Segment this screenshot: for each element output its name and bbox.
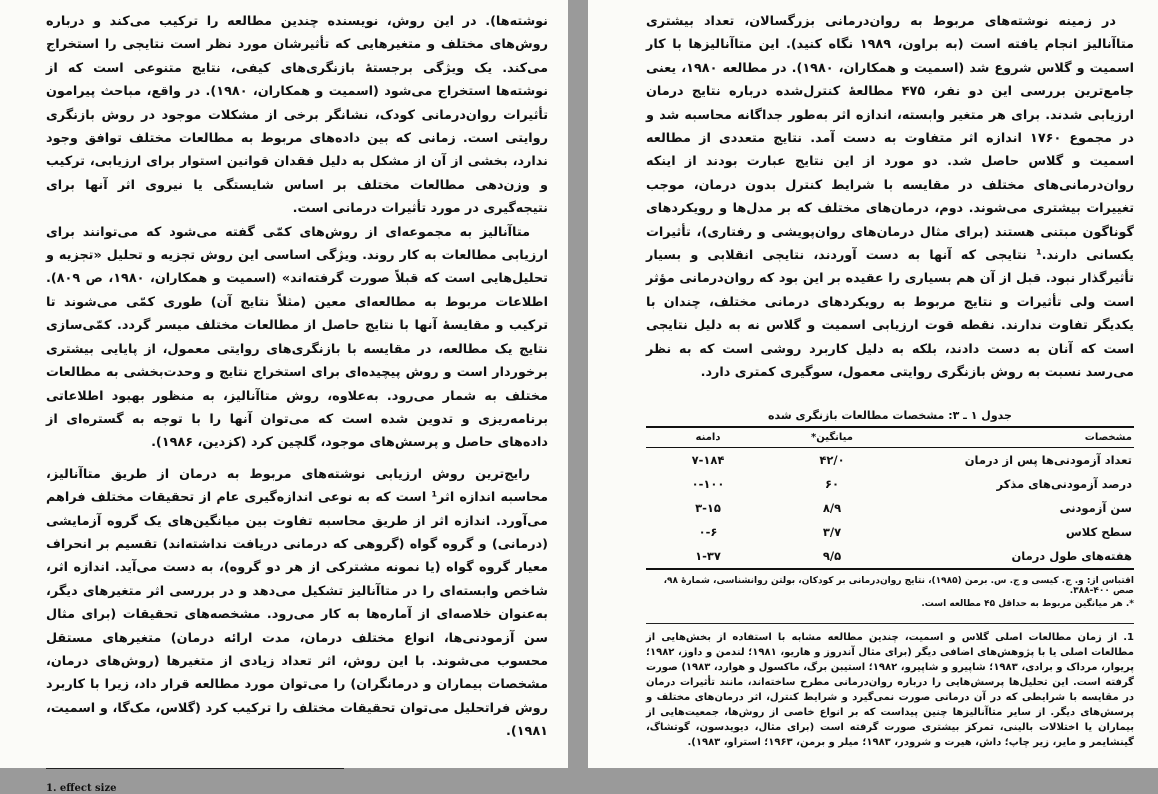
row-label: هفته‌های طول درمان [894, 544, 1134, 569]
row-label: سطح کلاس [1065, 524, 1132, 539]
table-row [646, 496, 1134, 520]
table-row [646, 544, 1134, 569]
right-paragraph: در زمینه نوشته‌های مربوط به روان‌درمانی بزرگسالان، تعداد بیشتری متاآنالیز انجام یافته است (به براون، ۱۹۸۹ نگاه کنید). این متاآنالیزها با کار اسمیت و گلاس شروع شد (اسمیت و همکاران، ۱۹۸۰). در مطالعه ۱۹۸۰، یعنی جامع‌ترین بررسی این دو نفر، ۴۷۵ مطالعهٔ کنترل‌شده درباره نتایج درمان ارزیابی شدند. برای هر متغیر وابسته، اندازه اثر به‌طور جداگانه محاسبه شد و در مجموع ۱۷۶۰ اندازه اثر متفاوت به دست آمد. نتایج متعددی از مطالعه اسمیت و گلاس حاصل شد. دو مورد از این نتایج عبارت بودند از اینکه روان‌درمانی‌های مختلف در مقایسه با شرایط کنترل بدون درمان، موجب تغییرات بیشتری می‌شوند. دوم، درمان‌های مختلف که بر مدل‌ها و رویکردهای گوناگون مبتنی هستند (برای مثال درمان‌های روان‌پویشی و رفتاری)، تأثیرات یکسانی دارند.¹ نتایجی که آنها به دست آوردند، نتایجی انقلابی و بسیار تأثیرگذار نبود. قبل از آن هم بسیاری را عقیده بر این بود که روان‌درمانی مؤثر است ولی تأثیرات و نتایج مربوط به رویکردهای درمانی مختلف، چندان با یکدیگر تفاوت ندارند. نقطه قوت ارزیابی اسمیت و گلاس نه به دلیل نتایجی است که آنان به دست دادند، بلکه به دلیل کاربرد روشی است که به نظر می‌رسد نسبت به روش بازنگری روایتی معمول، سوگیری کمتری دارد. [646, 14, 1135, 381]
left-paragraph-1: نوشته‌ها). در این روش، نویسنده چندین مطالعه را ترکیب می‌کند و درباره روش‌های مختلف و متغیرهایی که تأثیرشان مورد نظر است نتایجی را استخراج می‌کند. یک ویژگی برجستهٔ بازنگری‌های کیفی، نتایج متنوعی است که از نوشته‌ها استخراج می‌شود (اسمیت و همکاران، ۱۹۸۰). در واقع، مباحث پیرامون تأثیرات روان‌درمانی کودک، نشانگر برخی از مشکلات موجود در روش بازنگری روایتی است. زمانی که بین داده‌های مربوط به مطالعات مختلف توافق وجود ندارد، بخشی از آن از مشکل به دلیل فقدان قوانین استوار برای ارزیابی، ترکیب و وزن‌دهی مطالعات مختلف بر اساس شایستگی یا نیروی اثر آنها برای نتیجه‌گیری در مورد تأثیرات درمانی است. [46, 14, 548, 217]
row-label: درصد آزمودنی‌های مذکر [996, 476, 1132, 491]
row-mean: ۹/۵ [770, 544, 894, 569]
row-mean: ۴۲/۰ [819, 452, 845, 467]
table-row [646, 447, 1134, 472]
row-range: ۷-۱۸۴ [691, 452, 725, 467]
row-range: ۳-۱۵ [695, 500, 721, 515]
row-range: ۱-۳۷ [646, 544, 770, 569]
table-row [646, 472, 1134, 496]
table-caption: جدول ۱ ـ ۳: مشخصات مطالعات بازنگری شده [768, 408, 1012, 422]
left-paragraph-3: رایج‌ترین روش ارزیابی نوشته‌های مربوط به درمان از طریق متاآنالیز، محاسبه اندازه اثر¹ است که به نوعی اندازه‌گیری عام از تحقیقات مختلف فراهم می‌آورد. اندازه اثر از طریق محاسبه تفاوت بین میانگین‌های یک گروه آزمایشی (درمانی) و گروه گواه (گروهی که درمانی دریافت نداشته‌اند) تقسیم بر انحراف معیار گروه گواه (یا نمونه مشترکی از هر دو گروه)، به دست می‌آید. اندازه اثر، شاخص وابسته‌ای را در متاآنالیز تشکیل می‌دهد و در بررسی اثر متغیرهای دیگر، به‌عنوان خلاصه‌ای از آماره‌ها به کار می‌رود. مشخصه‌های تحقیقات (برای مثال سن آزمودنی‌ها، انواع مختلف درمان، مدت ارائه درمان) متغیرهای مستقل محسوب می‌شوند. با این روش، اثر تعداد زیادی از متغیرها (روش‌های درمان، مشخصات بیماران و درمانگران) را می‌توان مورد مطالعه قرار داد، زیرا با کاربرد روش فراتحلیل می‌توان تحقیقات مختلف را ترکیب کرد (گلاس، مک‌گا، و اسمیت، ۱۹۸۱). [46, 466, 548, 740]
table-note: *. هر میانگین مربوط به حداقل ۴۵ مطالعه است. [921, 598, 1134, 609]
header-characteristics: مشخصات [894, 427, 1134, 448]
header-range: دامنه [646, 427, 770, 448]
left-page [0, 0, 568, 794]
row-mean: ۶۰ [824, 476, 840, 491]
left-paragraph-2: متاآنالیز به مجموعه‌ای از روش‌های کمّی گفته می‌شود که می‌توانند برای ارزیابی مطالعات به کار روند. ویژگی اساسی این روش تجزیه و تحلیل «تجزیه و تحلیل‌هایی است که قبلاً صورت گرفته‌اند» (اسمیت و همکاران، ۱۹۸۰، ص ۸۰۹). اطلاعات مربوط به مطالعه‌ای معین (مثلاً نتایج آن) طوری کمّی می‌شوند تا ترکیب و مقایسهٔ آنها با نتایج حاصل از مطالعات مختلف میسر گردد. کمّی‌سازی نتایج یک مطالعه، در مقایسه با بازنگری‌های روایتی معمول، از پایایی بیشتری برخوردار است و روش پیچیده‌ای برای استخراج نتایج و وحدت‌بخشی به مطالعات مختلف به شمار می‌رود. به‌علاوه، روش متاآنالیز، به منظور بهبود اطلاعاتی برنامه‌ریزی و تدوین شده است که می‌توان آنها را با توجه به گستره‌ای از داده‌های حاصل و پرسش‌های موجود، گلچین کرد (کزدین، ۱۹۸۶). [46, 224, 548, 451]
row-label: تعداد آزمودنی‌ها پس از درمان [964, 452, 1132, 467]
right-page [588, 0, 1158, 768]
row-mean: ۳/۷ [822, 524, 842, 539]
right-footnote: 1. از زمان مطالعات اصلی گلاس و اسمیت، چندین مطالعه مشابه با استفاده از بخش‌هایی از مطالعات اصلی یا با پژوهش‌های اضافی دیگر (برای مثال آندروز و هاریو، ۱۹۸۱؛ لندمن و داوز، ۱۹۸۲؛ پریوار، مرداک و برادی، ۱۹۸۳؛ شاپیرو و شاپیرو، ۱۹۸۲؛ استیبن برگ، ماکسول و هوارد، ۱۹۸۳) صورت گرفته است. این تحلیل‌ها پرسش‌هایی را درباره روان‌درمانی مطرح ساخته‌اند، مانند تأثیرات درمان در مقایسه با شرایطی که در آن درمانی صورت نمی‌گیرد و شرایط کنترل، اثر درمان‌های مختلف و پرسش‌های دیگر. از سایر متاآنالیزها چنین پیداست که بر انواع خاصی از روش‌ها، جمعیت‌هایی از بیماران یا اختلالات بالینی، تمرکز بیشتری صورت گرفته است (برای مثال، دیویدسون، گوتشاگ، گینشایمر و مایر، زیر چاپ؛ داش، هیرت و شرودر، ۱۹۸۳؛ میلر و برمن، ۱۹۶۳؛ استراو، ۱۹۸۳). [646, 631, 1134, 748]
row-mean: ۸/۹ [822, 500, 842, 515]
study-characteristics-table [646, 426, 1134, 570]
row-label: سن آزمودنی [1059, 500, 1132, 515]
table-source: اقتباس از: و. ج. کیسی و ج. س. برمن (۱۹۸۵)، نتایج روان‌درمانی بر کودکان، بولتن روانشناسی، شمارهٔ ۹۸، صص ۴۰۰-۳۸۸. [663, 575, 1134, 596]
table-header-row [646, 427, 1134, 448]
row-range: ۰-۱۰۰ [691, 476, 725, 491]
left-footnote: 1. effect size [46, 782, 117, 794]
row-range: ۰-۶ [698, 524, 718, 539]
footnote-divider [646, 623, 1134, 624]
table-row [646, 520, 1134, 544]
header-mean: میانگین* [770, 427, 894, 448]
